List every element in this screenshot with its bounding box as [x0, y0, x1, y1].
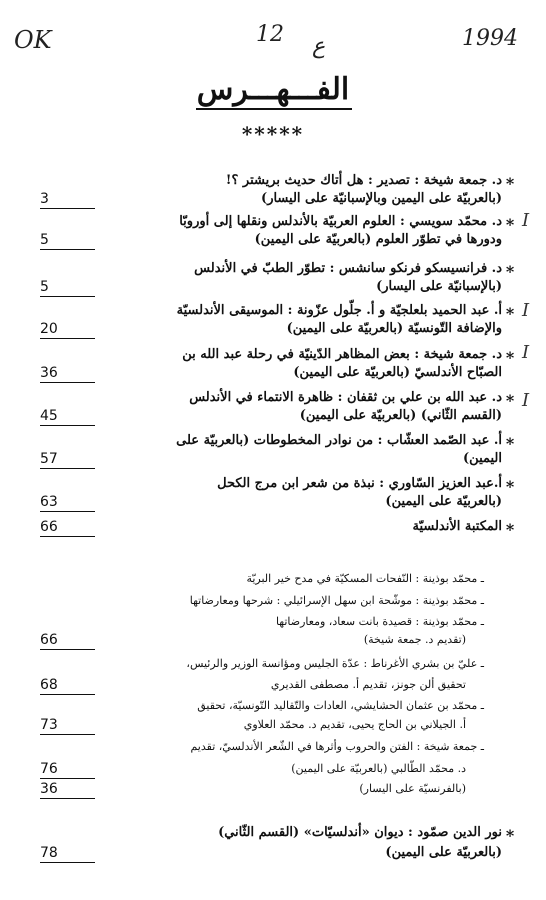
library-page-number: 66	[40, 631, 95, 650]
entry-bullet: *	[505, 304, 515, 323]
library-item: أ. الجيلاني بن الحاج يحيى، تقديم د. محمّد العلاوي	[243, 718, 466, 731]
entry-bullet: *	[505, 826, 515, 845]
title-underline	[196, 108, 352, 110]
entry-line: والإضافة التّونسيّة (بالعربيّة على اليمين)	[286, 321, 502, 336]
entry-page-number: 20	[40, 320, 95, 339]
entry-line: (بالإسبانيّة على اليسار)	[376, 279, 502, 294]
entry-line: أ. عبد الحميد بلعلجيّة و أ. جلّول عزّونة : الموسيقى الأندلسيّة	[176, 303, 502, 318]
entry-line: أ.عبد العزيز السّاوري : نبذة من شعر ابن مرج الكحل	[217, 476, 502, 491]
handwritten-arabic-letter: ع	[312, 34, 326, 59]
library-item: ـ جمعة شيخة : الفتن والحروب وأثرها في الشّعر الأندلسيّ، تقديم	[190, 740, 484, 753]
entry-line: د. فرانسيسكو فرنكو سانشس : تطوّر الطبّ في الأندلس	[194, 261, 502, 276]
entry-line: (بالعربيّة على اليمين)	[385, 494, 502, 509]
library-item: ـ محمّد بن عثمان الحشايشي، العادات والتّقاليد التّونسيّة، تحقيق	[197, 699, 484, 712]
entry-bullet: *	[505, 262, 515, 281]
margin-mark-2: I	[522, 300, 530, 321]
entry-page-number: 63	[40, 493, 95, 512]
entry-line: د. جمعة شيخة : تصدير : هل أتاك حديث بريشتر ؟!	[225, 173, 502, 188]
entry-page-number: 45	[40, 407, 95, 426]
entry-bullet: *	[505, 520, 515, 539]
entry-page-number: 5	[40, 231, 95, 250]
handwritten-page-number: 12	[256, 22, 284, 47]
entry-page-number: 36	[40, 364, 95, 383]
entry-page-number: 78	[40, 844, 95, 863]
library-item: ـ محمّد بوذينة : قصيدة بانت سعاد، ومعارضاتها	[275, 615, 484, 628]
entry-bullet: *	[505, 174, 515, 193]
margin-mark-4: I	[522, 390, 530, 411]
entry-bullet: *	[505, 215, 515, 234]
library-item: (تقديم د. جمعة شيخة)	[363, 633, 466, 646]
entry-line: ودورها في تطوّر العلوم (بالعربيّة على اليمين)	[254, 232, 502, 247]
library-page-number: 68	[40, 676, 95, 695]
entry-bullet: *	[505, 477, 515, 496]
entry-bullet: *	[505, 391, 515, 410]
library-item: ـ محمّد بوذينة : موشّحة ابن سهل الإسرائيلي : شرحها ومعارضاتها	[189, 594, 484, 607]
entry-line: الصبّاح الأندلسيّ (بالعربيّة على اليمين)	[293, 365, 502, 380]
entry-line: د. عبد الله بن علي بن ثقفان : ظاهرة الانتماء في الأندلس	[189, 390, 502, 405]
library-item: (بالفرنسيّة على اليسار)	[359, 782, 466, 795]
entry-line: (القسم الثّاني) (بالعربيّة على اليمين)	[299, 408, 502, 423]
title-stars: *****	[241, 122, 305, 146]
entry-bullet: *	[505, 348, 515, 367]
library-item: ـ عليّ بن بشري الأغرناط : عدّة الجليس ومؤانسة الوزير والرئيس،	[186, 657, 484, 670]
entry-page-number: 66	[40, 518, 95, 537]
margin-mark-1: I	[522, 210, 530, 231]
handwritten-ok: OK	[14, 26, 52, 54]
library-page-number: 76	[40, 760, 95, 779]
entry-line: اليمين)	[463, 451, 502, 466]
library-item: ـ محمّد بوذينة : النّفحات المسكيّة في مدح خير البريّة	[246, 572, 484, 585]
entry-line: د. جمعة شيخة : بعض المظاهر الدّينيّة في رحلة عبد الله بن	[182, 347, 502, 362]
entry-line: المكتبة الأندلسيّة	[412, 519, 502, 534]
library-page-number: 73	[40, 716, 95, 735]
entry-line: د. محمّد سويسي : العلوم العربيّة بالأندلس ونقلها إلى أوروبّا	[179, 214, 502, 229]
entry-page-number: 57	[40, 450, 95, 469]
entry-line: نور الدين صمّود : ديوان «أندلسيّات» (القسم الثّاني)	[218, 825, 502, 840]
entry-line: (بالعربيّة على اليمين)	[385, 845, 502, 860]
entry-line: أ. عبد الصّمد العشّاب : من نوادر المخطوطات (بالعربيّة على	[176, 433, 502, 448]
library-item: تحقيق ألن جونز، تقديم أ. مصطفى القديري	[270, 678, 466, 691]
entry-bullet: *	[505, 434, 515, 453]
margin-mark-3: I	[522, 342, 530, 363]
entry-line: (بالعربيّة على اليمين وبالإسبانيّة على اليسار)	[261, 191, 502, 206]
entry-page-number: 3	[40, 190, 95, 209]
handwritten-year: 1994	[462, 26, 518, 51]
library-page-number: 36	[40, 780, 95, 799]
library-item: د. محمّد الطّالبي (بالعربيّة على اليمين)	[291, 762, 466, 775]
page-title: الفـــهـــرس	[196, 72, 350, 107]
entry-page-number: 5	[40, 278, 95, 297]
